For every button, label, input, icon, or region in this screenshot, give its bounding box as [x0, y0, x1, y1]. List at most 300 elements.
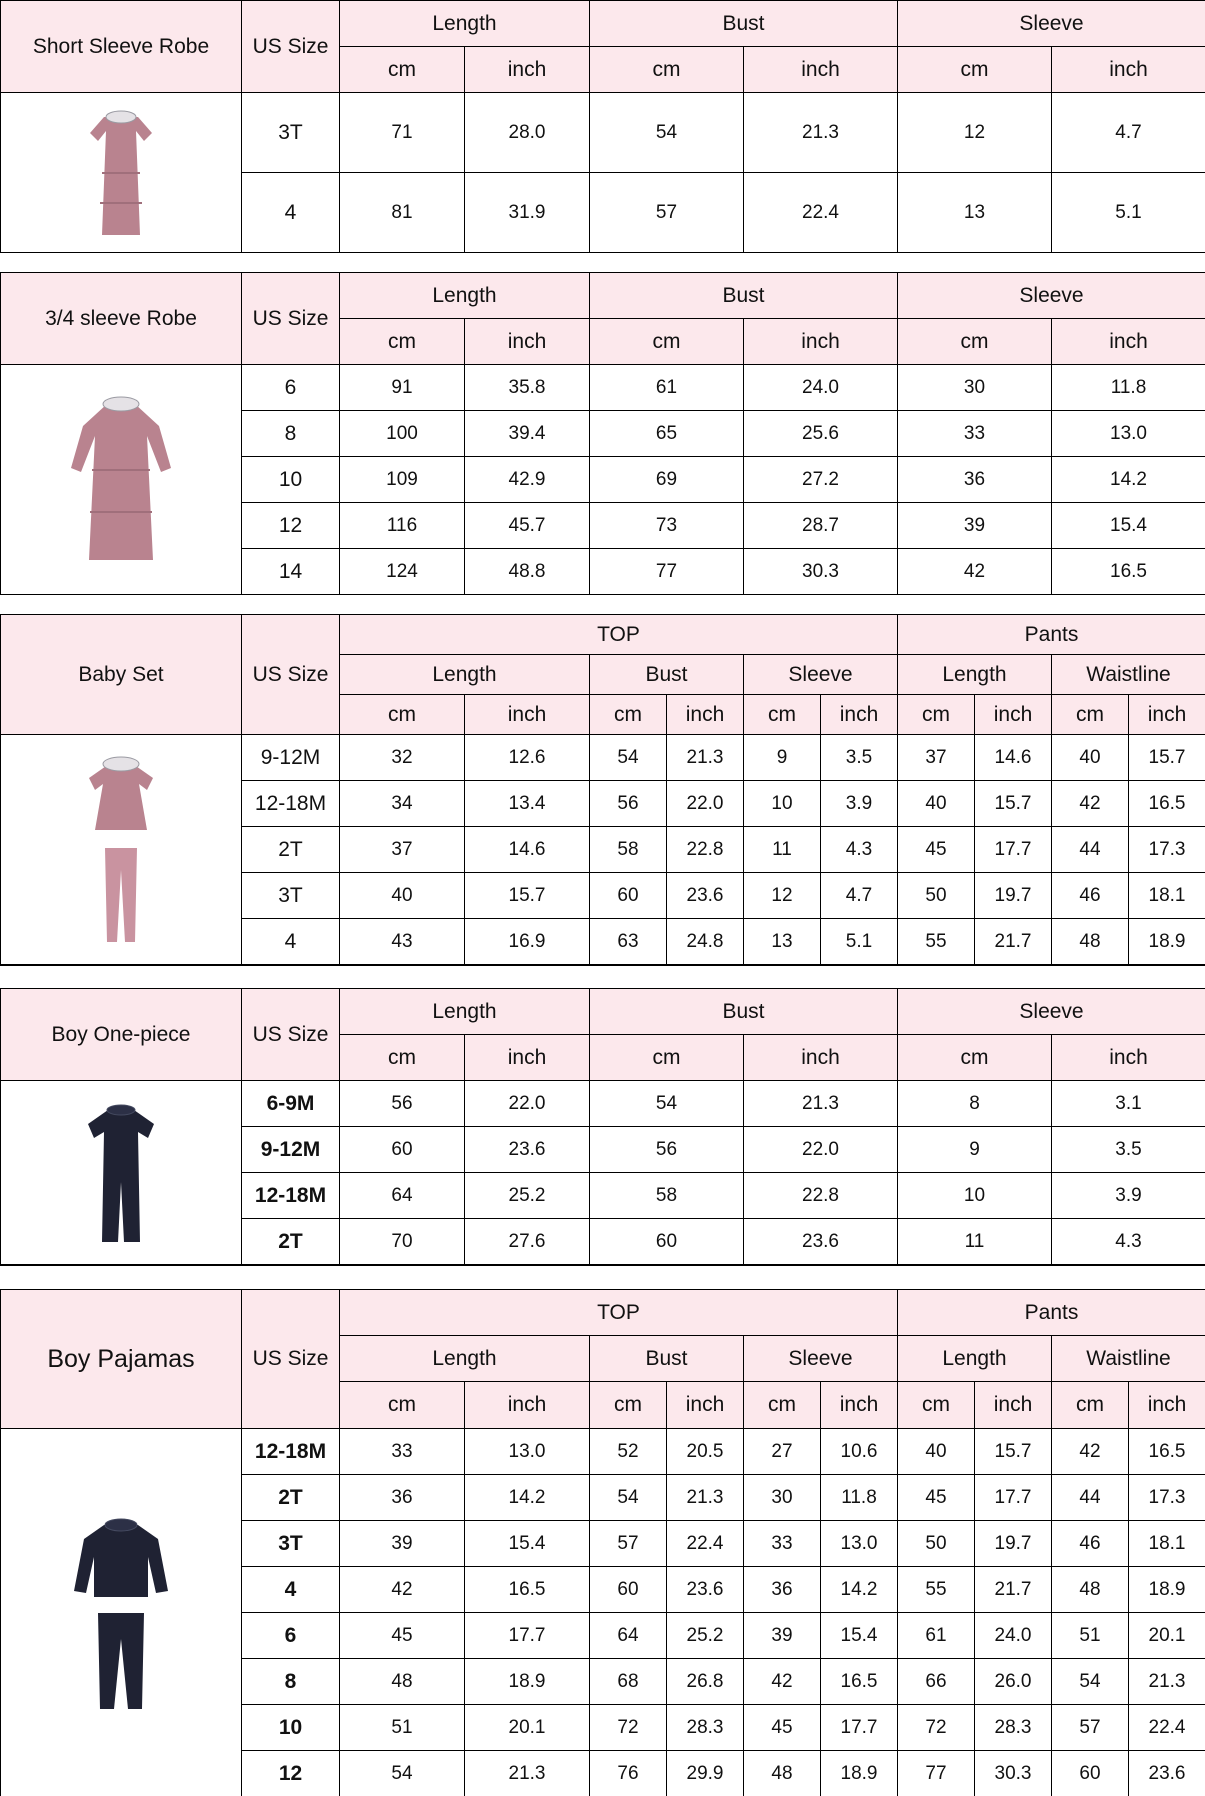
section-title: Short Sleeve Robe [1, 1, 241, 92]
size-cell: 12 [242, 1751, 339, 1796]
size-cell: 9-12M [242, 1127, 339, 1172]
cell: 21.3 [744, 1081, 897, 1126]
cell: 11 [744, 827, 820, 872]
unit-inch: inch [465, 1035, 589, 1080]
pants-length-header: Length [898, 1336, 1051, 1381]
cell: 29.9 [667, 1751, 743, 1796]
bust-header: Bust [590, 1336, 743, 1381]
top-header: TOP [340, 1290, 897, 1335]
cell: 22.0 [667, 781, 743, 826]
unit-inch: inch [975, 695, 1051, 734]
cell: 18.1 [1129, 873, 1205, 918]
unit-inch: inch [465, 319, 589, 364]
cell: 45 [340, 1613, 464, 1658]
cell: 20.5 [667, 1429, 743, 1474]
cell: 12 [898, 93, 1051, 172]
size-cell: 10 [242, 1705, 339, 1750]
cell: 28.0 [465, 93, 589, 172]
cell: 3.9 [1052, 1173, 1205, 1218]
cell: 35.8 [465, 365, 589, 410]
cell: 14.2 [1052, 457, 1205, 502]
cell: 3.1 [1052, 1081, 1205, 1126]
cell: 28.7 [744, 503, 897, 548]
pants-header: Pants [898, 615, 1205, 654]
unit-cm: cm [340, 319, 464, 364]
cell: 54 [590, 93, 743, 172]
bust-header: Bust [590, 655, 743, 694]
cell: 60 [340, 1127, 464, 1172]
unit-cm: cm [590, 1382, 666, 1428]
baby-set-image [1, 735, 241, 964]
cell: 15.4 [1052, 503, 1205, 548]
cell: 24.0 [975, 1613, 1051, 1658]
cell: 21.3 [1129, 1659, 1205, 1704]
cell: 24.0 [744, 365, 897, 410]
cell: 61 [590, 365, 743, 410]
unit-cm: cm [590, 47, 743, 92]
unit-cm: cm [590, 1035, 743, 1080]
unit-cm: cm [340, 695, 464, 734]
us-size-header: US Size [242, 1, 339, 92]
cell: 15.4 [821, 1613, 897, 1658]
section-title: Baby Set [1, 615, 241, 734]
cell: 16.5 [1129, 1429, 1205, 1474]
cell: 43 [340, 919, 464, 964]
cell: 15.7 [465, 873, 589, 918]
cell: 18.9 [821, 1751, 897, 1796]
cell: 27.2 [744, 457, 897, 502]
cell: 30.3 [744, 549, 897, 594]
short-sleeve-robe-image [1, 93, 241, 252]
cell: 52 [590, 1429, 666, 1474]
cell: 22.8 [667, 827, 743, 872]
cell: 23.6 [667, 1567, 743, 1612]
cell: 11.8 [1052, 365, 1205, 410]
unit-cm: cm [898, 319, 1051, 364]
length-header: Length [340, 655, 589, 694]
unit-inch: inch [1129, 1382, 1205, 1428]
cell: 23.6 [744, 1219, 897, 1264]
size-cell: 4 [242, 173, 339, 252]
unit-inch: inch [821, 1382, 897, 1428]
cell: 15.7 [1129, 735, 1205, 780]
cell: 54 [590, 1475, 666, 1520]
unit-cm: cm [744, 1382, 820, 1428]
cell: 36 [898, 457, 1051, 502]
cell: 54 [1052, 1659, 1128, 1704]
cell: 54 [590, 735, 666, 780]
size-cell: 6 [242, 1613, 339, 1658]
length-header: Length [340, 273, 589, 318]
cell: 64 [340, 1173, 464, 1218]
cell: 14.6 [465, 827, 589, 872]
cell: 14.2 [821, 1567, 897, 1612]
unit-cm: cm [898, 1382, 974, 1428]
cell: 61 [898, 1613, 974, 1658]
cell: 55 [898, 919, 974, 964]
cell: 50 [898, 873, 974, 918]
boy-one-piece-table [0, 988, 1205, 1266]
size-cell: 6-9M [242, 1081, 339, 1126]
cell: 5.1 [821, 919, 897, 964]
boy-one-piece-image [1, 1081, 241, 1264]
cell: 44 [1052, 1475, 1128, 1520]
unit-inch: inch [1129, 695, 1205, 734]
cell: 66 [898, 1659, 974, 1704]
cell: 19.7 [975, 873, 1051, 918]
cell: 16.5 [821, 1659, 897, 1704]
cell: 30 [744, 1475, 820, 1520]
cell: 116 [340, 503, 464, 548]
cell: 27 [744, 1429, 820, 1474]
unit-inch: inch [975, 1382, 1051, 1428]
cell: 23.6 [1129, 1751, 1205, 1796]
sleeve-header: Sleeve [744, 655, 897, 694]
cell: 32 [340, 735, 464, 780]
cell: 17.7 [975, 827, 1051, 872]
section-title: 3/4 sleeve Robe [1, 273, 241, 364]
cell: 17.3 [1129, 1475, 1205, 1520]
us-size-header: US Size [242, 1290, 339, 1428]
unit-inch: inch [1052, 47, 1205, 92]
cell: 68 [590, 1659, 666, 1704]
unit-cm: cm [590, 319, 743, 364]
cell: 22.0 [465, 1081, 589, 1126]
us-size-header: US Size [242, 615, 339, 734]
length-header: Length [340, 1336, 589, 1381]
cell: 25.2 [667, 1613, 743, 1658]
unit-inch: inch [465, 47, 589, 92]
cell: 55 [898, 1567, 974, 1612]
cell: 21.3 [465, 1751, 589, 1796]
cell: 5.1 [1052, 173, 1205, 252]
cell: 42 [340, 1567, 464, 1612]
cell: 22.8 [744, 1173, 897, 1218]
cell: 3.9 [821, 781, 897, 826]
cell: 40 [898, 1429, 974, 1474]
cell: 21.7 [975, 1567, 1051, 1612]
size-cell: 3T [242, 873, 339, 918]
cell: 42.9 [465, 457, 589, 502]
size-cell: 6 [242, 365, 339, 410]
cell: 22.4 [1129, 1705, 1205, 1750]
cell: 27.6 [465, 1219, 589, 1264]
baby-set-table [0, 614, 1205, 966]
cell: 12.6 [465, 735, 589, 780]
cell: 20.1 [1129, 1613, 1205, 1658]
cell: 4.7 [821, 873, 897, 918]
cell: 16.5 [1129, 781, 1205, 826]
three-quarter-sleeve-robe-table [0, 272, 1205, 595]
unit-cm: cm [340, 1382, 464, 1428]
cell: 64 [590, 1613, 666, 1658]
section-title: Boy One-piece [1, 989, 241, 1080]
cell: 15.7 [975, 781, 1051, 826]
cell: 54 [590, 1081, 743, 1126]
cell: 39 [340, 1521, 464, 1566]
cell: 18.9 [465, 1659, 589, 1704]
cell: 26.0 [975, 1659, 1051, 1704]
cell: 51 [340, 1705, 464, 1750]
cell: 15.4 [465, 1521, 589, 1566]
cell: 19.7 [975, 1521, 1051, 1566]
cell: 31.9 [465, 173, 589, 252]
cell: 13.0 [1052, 411, 1205, 456]
unit-inch: inch [744, 47, 897, 92]
sleeve-header: Sleeve [744, 1336, 897, 1381]
size-cell: 8 [242, 411, 339, 456]
cell: 8 [898, 1081, 1051, 1126]
cell: 22.4 [744, 173, 897, 252]
cell: 14.2 [465, 1475, 589, 1520]
pants-header: Pants [898, 1290, 1205, 1335]
unit-cm: cm [590, 695, 666, 734]
cell: 56 [590, 1127, 743, 1172]
unit-cm: cm [898, 1035, 1051, 1080]
cell: 10.6 [821, 1429, 897, 1474]
cell: 23.6 [465, 1127, 589, 1172]
size-cell: 3T [242, 1521, 339, 1566]
cell: 44 [1052, 827, 1128, 872]
cell: 57 [590, 173, 743, 252]
cell: 30 [898, 365, 1051, 410]
unit-inch: inch [465, 695, 589, 734]
cell: 40 [898, 781, 974, 826]
cell: 60 [590, 1567, 666, 1612]
unit-cm: cm [744, 695, 820, 734]
cell: 26.8 [667, 1659, 743, 1704]
cell: 21.7 [975, 919, 1051, 964]
cell: 42 [1052, 1429, 1128, 1474]
boy-pajamas-table [0, 1289, 1205, 1796]
cell: 17.7 [975, 1475, 1051, 1520]
cell: 81 [340, 173, 464, 252]
cell: 65 [590, 411, 743, 456]
cell: 39 [744, 1613, 820, 1658]
pants-length-header: Length [898, 655, 1051, 694]
cell: 13.0 [821, 1521, 897, 1566]
cell: 13 [898, 173, 1051, 252]
size-cell: 2T [242, 1219, 339, 1264]
cell: 72 [898, 1705, 974, 1750]
cell: 33 [340, 1429, 464, 1474]
unit-inch: inch [465, 1382, 589, 1428]
cell: 11.8 [821, 1475, 897, 1520]
waistline-header: Waistline [1052, 1336, 1205, 1381]
cell: 28.3 [667, 1705, 743, 1750]
cell: 40 [1052, 735, 1128, 780]
size-cell: 12-18M [242, 781, 339, 826]
cell: 73 [590, 503, 743, 548]
unit-cm: cm [1052, 1382, 1128, 1428]
unit-inch: inch [744, 319, 897, 364]
cell: 45 [898, 1475, 974, 1520]
sleeve-header: Sleeve [898, 1, 1205, 46]
cell: 54 [340, 1751, 464, 1796]
cell: 39.4 [465, 411, 589, 456]
cell: 48 [1052, 1567, 1128, 1612]
size-cell: 8 [242, 1659, 339, 1704]
cell: 48 [1052, 919, 1128, 964]
cell: 109 [340, 457, 464, 502]
cell: 3.5 [1052, 1127, 1205, 1172]
size-cell: 3T [242, 93, 339, 172]
cell: 16.5 [1052, 549, 1205, 594]
size-cell: 2T [242, 1475, 339, 1520]
cell: 124 [340, 549, 464, 594]
cell: 45 [898, 827, 974, 872]
cell: 37 [340, 827, 464, 872]
cell: 48 [744, 1751, 820, 1796]
sleeve-header: Sleeve [898, 273, 1205, 318]
unit-cm: cm [340, 1035, 464, 1080]
cell: 13 [744, 919, 820, 964]
length-header: Length [340, 989, 589, 1034]
top-header: TOP [340, 615, 897, 654]
cell: 91 [340, 365, 464, 410]
size-cell: 10 [242, 457, 339, 502]
bust-header: Bust [590, 989, 897, 1034]
cell: 33 [898, 411, 1051, 456]
cell: 10 [898, 1173, 1051, 1218]
cell: 56 [340, 1081, 464, 1126]
cell: 42 [898, 549, 1051, 594]
cell: 18.1 [1129, 1521, 1205, 1566]
us-size-header: US Size [242, 273, 339, 364]
cell: 16.9 [465, 919, 589, 964]
cell: 17.3 [1129, 827, 1205, 872]
unit-cm: cm [340, 47, 464, 92]
cell: 50 [898, 1521, 974, 1566]
cell: 4.3 [821, 827, 897, 872]
cell: 30.3 [975, 1751, 1051, 1796]
cell: 17.7 [465, 1613, 589, 1658]
size-cell: 9-12M [242, 735, 339, 780]
cell: 18.9 [1129, 919, 1205, 964]
unit-inch: inch [1052, 319, 1205, 364]
cell: 57 [590, 1521, 666, 1566]
cell: 20.1 [465, 1705, 589, 1750]
cell: 60 [1052, 1751, 1128, 1796]
bust-header: Bust [590, 1, 897, 46]
cell: 60 [590, 873, 666, 918]
cell: 11 [898, 1219, 1051, 1264]
unit-cm: cm [1052, 695, 1128, 734]
cell: 40 [340, 873, 464, 918]
size-cell: 4 [242, 1567, 339, 1612]
cell: 58 [590, 1173, 743, 1218]
cell: 72 [590, 1705, 666, 1750]
cell: 15.7 [975, 1429, 1051, 1474]
cell: 42 [744, 1659, 820, 1704]
length-header: Length [340, 1, 589, 46]
cell: 45 [744, 1705, 820, 1750]
cell: 63 [590, 919, 666, 964]
waistline-header: Waistline [1052, 655, 1205, 694]
cell: 37 [898, 735, 974, 780]
unit-inch: inch [1052, 1035, 1205, 1080]
cell: 77 [898, 1751, 974, 1796]
cell: 71 [340, 93, 464, 172]
three-quarter-sleeve-robe-image [1, 365, 241, 594]
bust-header: Bust [590, 273, 897, 318]
size-cell: 2T [242, 827, 339, 872]
unit-inch: inch [821, 695, 897, 734]
cell: 3.5 [821, 735, 897, 780]
unit-inch: inch [744, 1035, 897, 1080]
cell: 21.3 [744, 93, 897, 172]
cell: 60 [590, 1219, 743, 1264]
sleeve-header: Sleeve [898, 989, 1205, 1034]
cell: 16.5 [465, 1567, 589, 1612]
us-size-header: US Size [242, 989, 339, 1080]
cell: 48.8 [465, 549, 589, 594]
cell: 39 [898, 503, 1051, 548]
cell: 33 [744, 1521, 820, 1566]
cell: 25.6 [744, 411, 897, 456]
cell: 56 [590, 781, 666, 826]
cell: 14.6 [975, 735, 1051, 780]
unit-inch: inch [667, 1382, 743, 1428]
cell: 76 [590, 1751, 666, 1796]
cell: 17.7 [821, 1705, 897, 1750]
cell: 58 [590, 827, 666, 872]
unit-cm: cm [898, 695, 974, 734]
cell: 28.3 [975, 1705, 1051, 1750]
cell: 48 [340, 1659, 464, 1704]
cell: 18.9 [1129, 1567, 1205, 1612]
short-sleeve-robe-table [0, 0, 1205, 253]
cell: 13.0 [465, 1429, 589, 1474]
cell: 22.0 [744, 1127, 897, 1172]
cell: 4.3 [1052, 1219, 1205, 1264]
cell: 34 [340, 781, 464, 826]
cell: 100 [340, 411, 464, 456]
cell: 10 [744, 781, 820, 826]
cell: 57 [1052, 1705, 1128, 1750]
cell: 9 [744, 735, 820, 780]
cell: 24.8 [667, 919, 743, 964]
boy-pajamas-image [1, 1429, 241, 1796]
cell: 23.6 [667, 873, 743, 918]
size-cell: 12 [242, 503, 339, 548]
size-cell: 14 [242, 549, 339, 594]
cell: 51 [1052, 1613, 1128, 1658]
cell: 70 [340, 1219, 464, 1264]
cell: 13.4 [465, 781, 589, 826]
size-cell: 12-18M [242, 1429, 339, 1474]
cell: 25.2 [465, 1173, 589, 1218]
size-cell: 4 [242, 919, 339, 964]
unit-inch: inch [667, 695, 743, 734]
cell: 21.3 [667, 1475, 743, 1520]
cell: 42 [1052, 781, 1128, 826]
cell: 21.3 [667, 735, 743, 780]
cell: 36 [744, 1567, 820, 1612]
cell: 69 [590, 457, 743, 502]
cell: 46 [1052, 1521, 1128, 1566]
cell: 22.4 [667, 1521, 743, 1566]
cell: 45.7 [465, 503, 589, 548]
unit-cm: cm [898, 47, 1051, 92]
cell: 77 [590, 549, 743, 594]
cell: 4.7 [1052, 93, 1205, 172]
cell: 36 [340, 1475, 464, 1520]
cell: 9 [898, 1127, 1051, 1172]
cell: 12 [744, 873, 820, 918]
section-title: Boy Pajamas [1, 1290, 241, 1428]
cell: 46 [1052, 873, 1128, 918]
